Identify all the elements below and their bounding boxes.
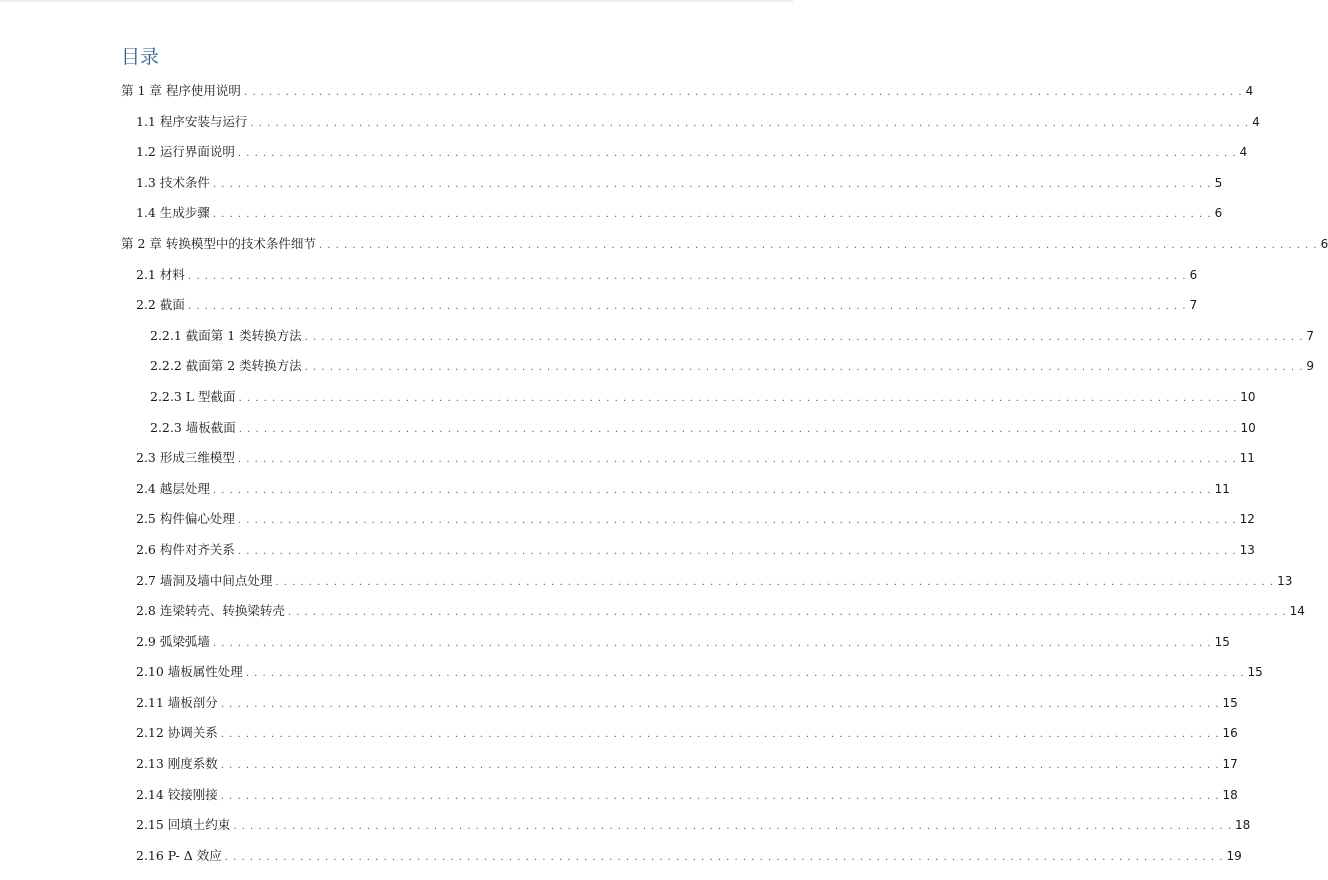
toc-section-entry[interactable] — [0, 535, 1255, 566]
toc-page-number: 19 — [1226, 848, 1242, 863]
toc-page-number: 6 — [1320, 236, 1328, 251]
toc-page-number: 10 — [1240, 389, 1256, 404]
toc-dot-leader: . . . . . . . . . . . . . . . . . . . . . . . . . . . . . . . . . . . . . . . . . . . . . . . . . . . . . . . . . . . . . . . . . . . . . . . . . . . . . . . . . . . . . . . . . . . . . . . . . . . . . . . . . . . . . . . . . . . . . . . . — [220, 760, 1220, 772]
toc-entry-label: 2.13 刚度系数 — [136, 756, 218, 772]
toc-page-number: 16 — [1222, 726, 1238, 741]
toc-dot-leader: . . . . . . . . . . . . . . . . . . . . . . . . . . . . . . . . . . . . . . . . . . . . . . . . . . . . . . . . . . . . . . . . . . . . . . . . . . . . . . . . . . . . . . . . . . . . . . . . . . . . . . . . . . . . . . . . . . . . . . . . — [220, 729, 1220, 741]
toc-dot-leader: . . . . . . . . . . . . . . . . . . . . . . . . . . . . . . . . . . . . . . . . . . . . . . . . . . . . . . . . . . . . . . . . . . . . . . . . . . . . . . . . . . . . . . . . . . . . . . . . . . . . . . . . . . . . . . . . . . . . . . . . — [233, 821, 1233, 833]
toc-dot-leader: . . . . . . . . . . . . . . . . . . . . . . . . . . . . . . . . . . . . . . . . . . . . . . . . . . . . . . . . . . . . . . . . . . . . . . . . . . . . . . . . . . . . . . . . . . . . . . . . . . . . . . . . . . . . . . . . . . . . . . . . — [238, 392, 1238, 404]
toc-dot-leader: . . . . . . . . . . . . . . . . . . . . . . . . . . . . . . . . . . . . . . . . . . . . . . . . . . . . . . . . . . . . . . . . . . . . . . . . . . . . . . . . . . . . . . . . . . . . . . . . . . . . . . . . . . . . . . . . . . . . . . . . — [243, 87, 1243, 98]
toc-page-number: 13 — [1277, 573, 1293, 588]
toc-section-entry[interactable] — [0, 749, 1238, 780]
toc-entry-label: 2.6 构件对齐关系 — [136, 541, 235, 557]
toc-dot-leader: . . . . . . . . . . . . . . . . . . . . . . . . . . . . . . . . . . . . . . . . . . . . . . . . . . . . . . . . . . . . . . . . . . . . . . . . . . . . . . . . . . . . . . . . . . . . . . . . . . . . . . . . . . . . . . . . . . . . . . . . — [238, 423, 1238, 435]
toc-entry-label: 2.2.2 截面第 2 类转换方法 — [150, 358, 302, 374]
toc-dot-leader: . . . . . . . . . . . . . . . . . . . . . . . . . . . . . . . . . . . . . . . . . . . . . . . . . . . . . . . . . . . . . . . . . . . . . . . . . . . . . . . . . . . . . . . . . . . . . . . . . . . . . . . . . . . . . . . . . . . . . . . . — [275, 576, 1275, 588]
toc-dot-leader: . . . . . . . . . . . . . . . . . . . . . . . . . . . . . . . . . . . . . . . . . . . . . . . . . . . . . . . . . . . . . . . . . . . . . . . . . . . . . . . . . . . . . . . . . . . . . . . . . . . . . . . . . . . . . . . . . . . . . . . . — [304, 362, 1304, 374]
toc-section-entry[interactable] — [0, 566, 1293, 597]
toc-entry-label: 2.2.3 墙板截面 — [150, 419, 236, 435]
toc-dot-leader: . . . . . . . . . . . . . . . . . . . . . . . . . . . . . . . . . . . . . . . . . . . . . . . . . . . . . . . . . . . . . . . . . . . . . . . . . . . . . . . . . . . . . . . . . . . . . . . . . . . . . . . . . . . . . . . . . . . . . . . . — [237, 148, 1237, 160]
toc-entry-label: 2.7 墙洞及墙中间点处理 — [136, 572, 273, 588]
toc-entry-label: 2.2 截面 — [136, 297, 185, 313]
toc-entry-label: 2.3 形成三维模型 — [136, 450, 235, 466]
toc-dot-leader: . . . . . . . . . . . . . . . . . . . . . . . . . . . . . . . . . . . . . . . . . . . . . . . . . . . . . . . . . . . . . . . . . . . . . . . . . . . . . . . . . . . . . . . . . . . . . . . . . . . . . . . . . . . . . . . . . . . . . . . . — [318, 239, 1318, 251]
toc-entry-label: 2.15 回填土约束 — [136, 817, 231, 833]
toc-dot-leader: . . . . . . . . . . . . . . . . . . . . . . . . . . . . . . . . . . . . . . . . . . . . . . . . . . . . . . . . . . . . . . . . . . . . . . . . . . . . . . . . . . . . . . . . . . . . . . . . . . . . . . . . . . . . . . . . . . . . . . . . — [212, 637, 1212, 649]
toc-page-number: 15 — [1214, 634, 1230, 649]
toc-entry-label: 2.16 P- Δ 效应 — [136, 847, 222, 863]
toc-page-number: 4 — [1252, 114, 1260, 129]
toc-section-entry[interactable] — [0, 718, 1238, 749]
toc-dot-leader: . . . . . . . . . . . . . . . . . . . . . . . . . . . . . . . . . . . . . . . . . . . . . . . . . . . . . . . . . . . . . . . . . . . . . . . . . . . . . . . . . . . . . . . . . . . . . . . . . . . . . . . . . . . . . . . . . . . . . . . . — [237, 515, 1237, 527]
toc-dot-leader: . . . . . . . . . . . . . . . . . . . . . . . . . . . . . . . . . . . . . . . . . . . . . . . . . . . . . . . . . . . . . . . . . . . . . . . . . . . . . . . . . . . . . . . . . . . . . . . . . . . . . . . . . . . . . . . . . . . . . . . . — [220, 698, 1220, 710]
toc-section-entry[interactable] — [0, 688, 1238, 719]
toc-page-number: 11 — [1214, 481, 1230, 496]
toc-dot-leader: . . . . . . . . . . . . . . . . . . . . . . . . . . . . . . . . . . . . . . . . . . . . . . . . . . . . . . . . . . . . . . . . . . . . . . . . . . . . . . . . . . . . . . . . . . . . . . . . . . . . . . . . . . . . . . . . . . . . . . . . — [287, 607, 1287, 619]
toc-section-entry[interactable] — [0, 168, 1223, 199]
toc-section-entry[interactable] — [0, 198, 1223, 229]
toc-page-number: 6 — [1214, 206, 1223, 221]
toc-dot-leader: . . . . . . . . . . . . . . . . . . . . . . . . . . . . . . . . . . . . . . . . . . . . . . . . . . . . . . . . . . . . . . . . . . . . . . . . . . . . . . . . . . . . . . . . . . . . . . . . . . . . . . . . . . . . . . . . . . . . . . . . — [224, 851, 1224, 863]
toc-dot-leader: . . . . . . . . . . . . . . . . . . . . . . . . . . . . . . . . . . . . . . . . . . . . . . . . . . . . . . . . . . . . . . . . . . . . . . . . . . . . . . . . . . . . . . . . . . . . . . . . . . . . . . . . . . . . . . . . . . . . . . . . — [250, 117, 1250, 129]
toc-section-entry[interactable] — [0, 443, 1255, 474]
toc-entry-label: 2.14 铰接刚接 — [136, 786, 218, 802]
toc-dot-leader: . . . . . . . . . . . . . . . . . . . . . . . . . . . . . . . . . . . . . . . . . . . . . . . . . . . . . . . . . . . . . . . . . . . . . . . . . . . . . . . . . . . . . . . . . . . . . . . . . . . . . . . . . . . . . . . . . . . . . . . . — [237, 454, 1237, 466]
toc-entry-label: 2.5 构件偏心处理 — [136, 511, 235, 527]
toc-page-number: 6 — [1189, 267, 1198, 282]
toc-dot-leader: . . . . . . . . . . . . . . . . . . . . . . . . . . . . . . . . . . . . . . . . . . . . . . . . . . . . . . . . . . . . . . . . . . . . . . . . . . . . . . . . . . . . . . . . . . . . . . . . . . . . . . . . . . . . . . . . . . . . . . . . — [237, 545, 1237, 557]
toc-dot-leader: . . . . . . . . . . . . . . . . . . . . . . . . . . . . . . . . . . . . . . . . . . . . . . . . . . . . . . . . . . . . . . . . . . . . . . . . . . . . . . . . . . . . . . . . . . . . . . . . . . . . . . . . . . . . . . . . . . . . . . . . — [187, 301, 1187, 313]
toc-chapter-entry[interactable] — [0, 229, 1328, 260]
toc-entry-label: 1.2 运行界面说明 — [136, 144, 235, 160]
toc-dot-leader: . . . . . . . . . . . . . . . . . . . . . . . . . . . . . . . . . . . . . . . . . . . . . . . . . . . . . . . . . . . . . . . . . . . . . . . . . . . . . . . . . . . . . . . . . . . . . . . . . . . . . . . . . . . . . . . . . . . . . . . . — [212, 484, 1212, 496]
toc-page-number: 4 — [1245, 84, 1254, 98]
toc-dot-leader: . . . . . . . . . . . . . . . . . . . . . . . . . . . . . . . . . . . . . . . . . . . . . . . . . . . . . . . . . . . . . . . . . . . . . . . . . . . . . . . . . . . . . . . . . . . . . . . . . . . . . . . . . . . . . . . . . . . . . . . . — [187, 270, 1187, 282]
toc-entry-label: 2.4 越层处理 — [136, 480, 210, 496]
toc-entry-label: 1.4 生成步骤 — [136, 205, 210, 221]
toc-page-number: 18 — [1222, 787, 1238, 802]
toc-page-number: 12 — [1239, 512, 1255, 527]
toc-section-entry[interactable] — [0, 627, 1230, 658]
toc-page-number: 9 — [1306, 359, 1315, 374]
toc-entry-label: 2.12 协调关系 — [136, 725, 218, 741]
toc-dot-leader: . . . . . . . . . . . . . . . . . . . . . . . . . . . . . . . . . . . . . . . . . . . . . . . . . . . . . . . . . . . . . . . . . . . . . . . . . . . . . . . . . . . . . . . . . . . . . . . . . . . . . . . . . . . . . . . . . . . . . . . . — [245, 668, 1245, 680]
toc-section-entry[interactable] — [0, 504, 1255, 535]
toc-dot-leader: . . . . . . . . . . . . . . . . . . . . . . . . . . . . . . . . . . . . . . . . . . . . . . . . . . . . . . . . . . . . . . . . . . . . . . . . . . . . . . . . . . . . . . . . . . . . . . . . . . . . . . . . . . . . . . . . . . . . . . . . — [212, 178, 1212, 190]
toc-title: 目录 — [121, 46, 160, 68]
toc-entry-label: 2.9 弧梁弧墙 — [136, 633, 210, 649]
toc-subsection-entry[interactable] — [0, 382, 1256, 413]
toc-subsection-entry[interactable] — [0, 413, 1256, 444]
toc-subsection-entry[interactable] — [0, 351, 1315, 382]
toc-entry-label: 1.1 程序安装与运行 — [136, 113, 248, 129]
toc-dot-leader: . . . . . . . . . . . . . . . . . . . . . . . . . . . . . . . . . . . . . . . . . . . . . . . . . . . . . . . . . . . . . . . . . . . . . . . . . . . . . . . . . . . . . . . . . . . . . . . . . . . . . . . . . . . . . . . . . . . . . . . . — [304, 331, 1304, 343]
toc-entry-label: 1.3 技术条件 — [136, 174, 210, 190]
toc-page-number: 14 — [1289, 604, 1305, 619]
toc-section-entry[interactable] — [0, 290, 1198, 321]
toc-section-entry[interactable] — [0, 137, 1248, 168]
toc-page-number: 7 — [1189, 298, 1198, 313]
toc-section-entry[interactable] — [0, 810, 1251, 841]
toc-page-number: 13 — [1239, 542, 1255, 557]
toc-page-number: 11 — [1239, 451, 1255, 466]
toc-entry-label: 2.10 墙板属性处理 — [136, 664, 243, 680]
toc-dot-leader: . . . . . . . . . . . . . . . . . . . . . . . . . . . . . . . . . . . . . . . . . . . . . . . . . . . . . . . . . . . . . . . . . . . . . . . . . . . . . . . . . . . . . . . . . . . . . . . . . . . . . . . . . . . . . . . . . . . . . . . . — [212, 209, 1212, 221]
toc-page-number: 18 — [1235, 818, 1251, 833]
toc-page-number: 17 — [1222, 757, 1238, 772]
toc-entry-label: 2.2.1 截面第 1 类转换方法 — [150, 327, 302, 343]
toc-section-entry[interactable] — [0, 841, 1242, 872]
toc-chapter-entry[interactable] — [0, 76, 1254, 107]
toc-dot-leader: . . . . . . . . . . . . . . . . . . . . . . . . . . . . . . . . . . . . . . . . . . . . . . . . . . . . . . . . . . . . . . . . . . . . . . . . . . . . . . . . . . . . . . . . . . . . . . . . . . . . . . . . . . . . . . . . . . . . . . . . — [220, 790, 1220, 802]
toc-section-entry[interactable] — [0, 780, 1238, 811]
toc-page-number: 7 — [1306, 328, 1315, 343]
toc-page-number: 5 — [1214, 175, 1223, 190]
toc-entry-label: 2.1 材料 — [136, 266, 185, 282]
toc-entry-label: 2.8 连梁转壳、转换梁转壳 — [136, 603, 285, 619]
toc-entry-label: 第 1 章 程序使用说明 — [121, 83, 241, 98]
toc-subsection-entry[interactable] — [0, 321, 1315, 352]
toc-entry-label: 第 2 章 转换模型中的技术条件细节 — [121, 235, 316, 251]
toc-section-entry[interactable] — [0, 657, 1263, 688]
toc-section-entry[interactable] — [0, 107, 1260, 138]
toc-page-number: 10 — [1240, 420, 1256, 435]
toc-page-number: 15 — [1247, 665, 1263, 680]
toc-section-entry[interactable] — [0, 260, 1198, 291]
toc-section-entry[interactable] — [0, 474, 1230, 505]
toc-page-number: 15 — [1222, 695, 1238, 710]
toc-entry-label: 2.11 墙板剖分 — [136, 694, 218, 710]
toc-section-entry[interactable] — [0, 596, 1305, 627]
toc-page-number: 4 — [1239, 145, 1248, 160]
toc-entry-label: 2.2.3 L 型截面 — [150, 388, 236, 404]
page-top-border — [0, 0, 793, 2]
toc-list — [0, 76, 1328, 871]
